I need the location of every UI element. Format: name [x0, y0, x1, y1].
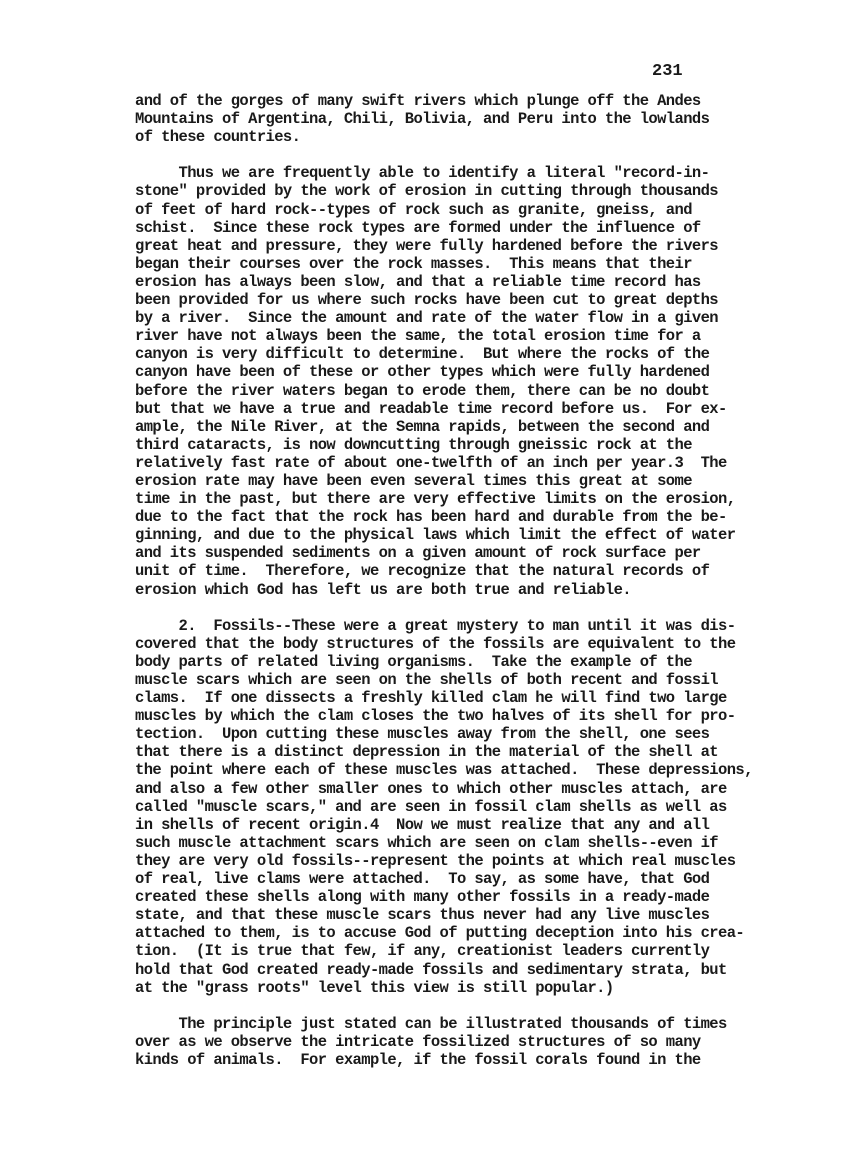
text-line: tection. Upon cutting these muscles away from the shell, one sees [135, 725, 710, 744]
text-line: and its suspended sediments on a given amount of rock surface per [135, 544, 701, 563]
text-line: and also a few other smaller ones to which other muscles attach, are [135, 779, 727, 798]
text-line: time in the past, but there are very effective limits on the erosion, [135, 490, 736, 509]
text-line: muscle scars which are seen on the shells of both recent and fossil [135, 671, 719, 689]
text-line: attached to them, is to accuse God of putting deception into his crea- [135, 924, 745, 943]
paragraph-gap [135, 599, 825, 617]
text-line: covered that the body structures of the fossils are equivalent to the [135, 634, 736, 653]
page-number: 231 [652, 62, 683, 81]
text-line: erosion rate may have been even several times this great at some [135, 471, 692, 490]
text-line: canyon is very difficult to determine. But where the rocks of the [135, 345, 710, 364]
text-line: at the "grass roots" level this view is still popular.) [135, 978, 614, 997]
text-line: kinds of animals. For example, if the fossil corals found in the [135, 1050, 701, 1069]
text-line: ginning, and due to the physical laws which limit the effect of water [135, 526, 736, 545]
text-line: in shells of recent origin.4 Now we must realize that any and all [135, 815, 710, 834]
text-line: great heat and pressure, they were fully hardened before the rivers [135, 236, 719, 255]
paragraph [135, 164, 825, 598]
paragraph-gap [135, 146, 825, 164]
text-line: unit of time. Therefore, we recognize that the natural records of [135, 562, 710, 581]
text-line: erosion has always been slow, and that a reliable time record has [135, 272, 701, 291]
text-line: due to the fact that the rock has been hard and durable from the be- [135, 508, 727, 527]
text-line: of feet of hard rock--types of rock such as granite, gneiss, and [135, 200, 692, 219]
text-line: Mountains of Argentina, Chili, Bolivia, and Peru into the lowlands [135, 110, 710, 129]
text-line: stone" provided by the work of erosion in cutting through thousands [135, 182, 719, 201]
text-line: before the river waters began to erode them, there can be no doubt [135, 381, 710, 400]
text-line: hold that God created ready-made fossils and sedimentary strata, but [135, 960, 727, 979]
text-line: of real, live clams were attached. To say, as some have, that God [135, 870, 710, 889]
text-line: the point where each of these muscles was attached. These depressions, [135, 761, 753, 780]
text-line: over as we observe the intricate fossilized structures of so many [135, 1032, 701, 1051]
text-line: schist. Since these rock types are formed under the influence of [135, 218, 701, 237]
text-line: canyon have been of these or other types which were fully hardened [135, 363, 710, 382]
text-line: of these countries. [135, 128, 301, 147]
text-line: but that we have a true and readable time record before us. For ex- [135, 399, 727, 418]
text-line: state, and that these muscle scars thus never had any live muscles [135, 906, 710, 925]
text-line: muscles by which the clam closes the two halves of its shell for pro- [135, 707, 736, 726]
body-text [135, 92, 825, 1069]
text-line: erosion which God has left us are both true and reliable. [135, 580, 631, 599]
text-line: they are very old fossils--represent the points at which real muscles [135, 851, 736, 870]
text-line: The principle just stated can be illustrated thousands of times [135, 1014, 727, 1033]
text-line: that there is a distinct depression in the material of the shell at [135, 743, 719, 762]
text-line: tion. (It is true that few, if any, creationist leaders currently [135, 942, 710, 961]
paragraph [135, 617, 825, 997]
text-line: ample, the Nile River, at the Semna rapids, between the second and [135, 417, 710, 436]
text-line: Thus we are frequently able to identify a literal "record-in- [135, 164, 710, 183]
text-line: body parts of related living organisms. Take the example of the [135, 652, 692, 671]
paragraph [135, 92, 825, 146]
text-line: third cataracts, is now downcutting through gneissic rock at the [135, 435, 692, 454]
text-line: by a river. Since the amount and rate of the water flow in a given [135, 309, 719, 328]
text-line: 2. Fossils--These were a great mystery to man until it was dis- [135, 616, 736, 635]
text-line: such muscle attachment scars which are seen on clam shells--even if [135, 833, 719, 852]
text-line: been provided for us where such rocks have been cut to great depths [135, 291, 719, 310]
text-line: created these shells along with many other fossils in a ready-made [135, 888, 710, 907]
text-line: river have not always been the same, the total erosion time for a [135, 327, 701, 346]
text-line: began their courses over the rock masses. This means that their [135, 254, 692, 273]
text-line: and of the gorges of many swift rivers which plunge off the Andes [135, 92, 701, 110]
paragraph [135, 1015, 825, 1069]
text-line: called "muscle scars," and are seen in fossil clam shells as well as [135, 797, 727, 816]
text-line: relatively fast rate of about one-twelfth of an inch per year.3 The [135, 453, 727, 472]
paragraph-gap [135, 997, 825, 1015]
text-line: clams. If one dissects a freshly killed clam he will find two large [135, 689, 727, 708]
